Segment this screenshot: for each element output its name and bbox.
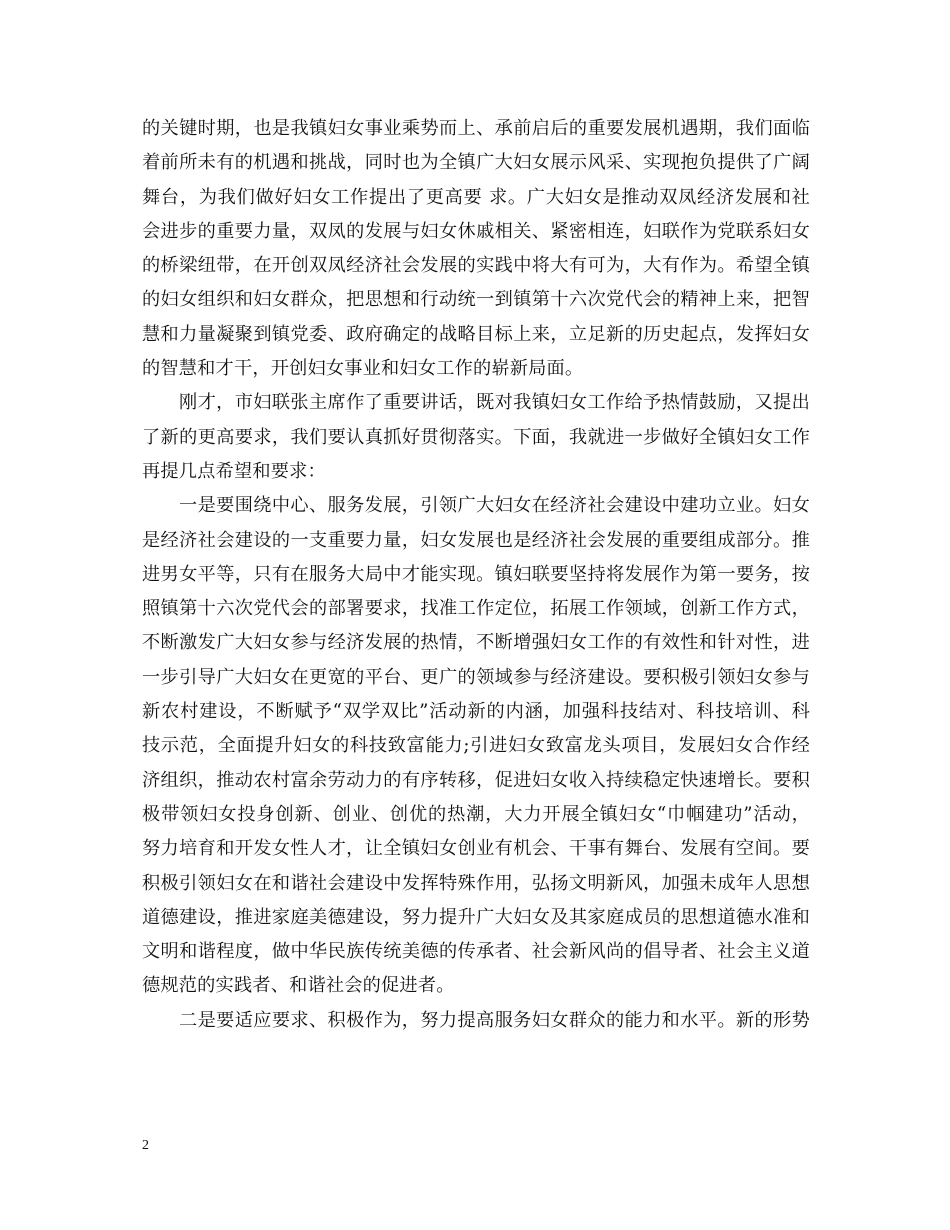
text-line: 一是要围绕中心、服务发展，引领广大妇女在经济社会建设中建功立业。妇女 <box>179 495 810 517</box>
paragraph <box>142 386 810 489</box>
text-line: 道德建设，推进家庭美德建设，努力提升广大妇女及其家庭成员的思想道德水准和 <box>142 906 810 928</box>
text-line: 了新的更高要求，我们要认真抓好贯彻落实。下面，我就进一步做好全镇妇女工作 <box>142 426 810 448</box>
text-line: 德规范的实践者、和谐社会的促进者。 <box>142 975 455 997</box>
text-line: 刚才，市妇联张主席作了重要讲话，既对我镇妇女工作给予热情鼓励，又提出 <box>179 392 810 414</box>
text-line: 照镇第十六次党代会的部署要求，找准工作定位，拓展工作领域，创新工作方式， <box>142 598 810 620</box>
text-line: 的桥梁纽带，在开创双凤经济社会发展的实践中将大有可为，大有作为。希望全镇 <box>142 255 810 277</box>
text-line: 济组织，推动农村富余劳动力的有序转移，促进妇女收入持续稳定快速增长。要积 <box>142 769 810 791</box>
text-line: 极带领妇女投身创新、创业、创优的热潮，大力开展全镇妇女“巾帼建功”活动， <box>142 803 810 825</box>
text-line: 着前所未有的机遇和挑战，同时也为全镇广大妇女展示风采、实现抱负提供了广阔 <box>142 152 810 174</box>
text-line: 一步引导广大妇女在更宽的平台、更广的领域参与经济建设。要积极引领妇女参与 <box>142 666 810 688</box>
text-line: 的智慧和才干，开创妇女事业和妇女工作的崭新局面。 <box>142 358 584 380</box>
text-line: 文明和谐程度，做中华民族传统美德的传承者、社会新风尚的倡导者、社会主义道 <box>142 941 810 963</box>
paragraph <box>142 112 810 386</box>
paragraph <box>142 489 810 1003</box>
text-line: 会进步的重要力量，双凤的发展与妇女休戚相关、紧密相连，妇联作为党联系妇女 <box>142 220 810 242</box>
text-line: 二是要适应要求、积极作为，努力提高服务妇女群众的能力和水平。新的形势 <box>179 1009 810 1031</box>
text-line: 新农村建设，不断赋予“双学双比”活动新的内涵，加强科技结对、科技培训、科 <box>142 701 810 723</box>
text-line: 的关键时期，也是我镇妇女事业乘势而上、承前启后的重要发展机遇期，我们面临 <box>142 118 810 139</box>
page-number: 2 <box>142 1138 149 1153</box>
text-line: 进男女平等，只有在服务大局中才能实现。镇妇联要坚持将发展作为第一要务，按 <box>142 563 810 585</box>
text-line: 舞台，为我们做好妇女工作提出了更高要 求。广大妇女是推动双凤经济发展和社 <box>142 186 810 208</box>
text-line: 积极引领妇女在和谐社会建设中发挥特殊作用，弘扬文明新风，加强未成年人思想 <box>142 872 810 894</box>
text-line: 慧和力量凝聚到镇党委、政府确定的战略目标上来，立足新的历史起点，发挥妇女 <box>142 323 810 345</box>
text-line: 努力培育和开发女性人才，让全镇妇女创业有机会、干事有舞台、发展有空间。要 <box>142 838 810 860</box>
text-line: 不断激发广大妇女参与经济发展的热情，不断增强妇女工作的有效性和针对性，进 <box>142 632 810 654</box>
text-line: 的妇女组织和妇女群众，把思想和行动统一到镇第十六次党代会的精神上来，把智 <box>142 289 810 311</box>
text-line: 是经济社会建设的一支重要力量，妇女发展也是经济社会发展的重要组成部分。推 <box>142 529 810 551</box>
paragraph <box>142 1004 810 1038</box>
text-line: 再提几点希望和要求： <box>142 460 326 482</box>
text-line: 技示范，全面提升妇女的科技致富能力;引进妇女致富龙头项目，发展妇女合作经 <box>142 735 810 757</box>
document-body <box>142 112 810 1038</box>
